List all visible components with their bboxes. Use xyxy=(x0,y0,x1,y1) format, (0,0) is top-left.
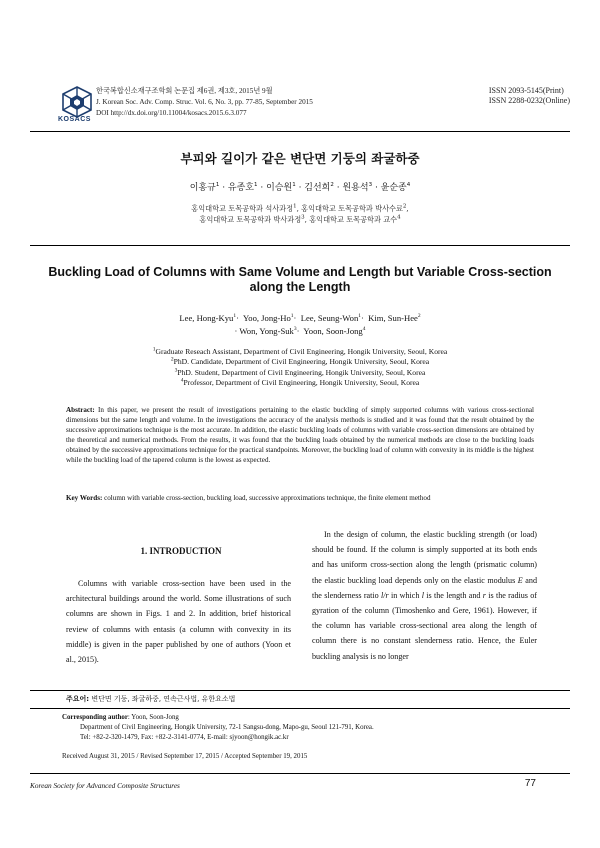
kr-author-name: 원용석 xyxy=(342,183,369,193)
abstract xyxy=(66,405,534,466)
corr-label: Corresponding author xyxy=(62,714,128,721)
en-aff-sup: 2 xyxy=(170,356,174,363)
kr-author-name: 윤순종 xyxy=(380,183,407,193)
right-text: is the length and xyxy=(423,590,483,600)
en-author-sup: 4 xyxy=(362,325,366,332)
kr-author-sup: 3 xyxy=(368,182,373,188)
section-title: 1. INTRODUCTION xyxy=(140,546,222,556)
en-aff-sup: 3 xyxy=(174,367,178,374)
kr-author-name: 이승원 xyxy=(266,183,293,193)
en-author-sup: 1 xyxy=(290,313,294,320)
kr-keywords-text: 변단면 기둥, 좌굴하중, 연속근사법, 유한요소법 xyxy=(89,695,236,703)
left-column-paragraph: Columns with variable cross-section have been used in the architectural buildings around the world. Some illustrations of such columns are shown in Figs. 1 and 2. In addition, brief historical review of columns with entasis (a column with convexity in its middle) is given in the paper published by one of authors (Yoon et al., 2015). xyxy=(66,579,291,665)
korean-authors: 이홍규$^1$ · 유종호$^1$ · 이승원$^1$ · 김선희$^2$ · 원용석$^3$ · 윤순종$^4$ xyxy=(189,182,411,193)
en-aff-sup: 1 xyxy=(152,346,156,353)
corr-address: Department of Civil Engineering, Hongik University, 72-1 Sangsu-dong, Mapo-gu, Seoul 121-791, Korea. xyxy=(80,724,374,731)
right-text: is the radius of gyration of the column (Timoshenko and Gere, 1961). However, if the column has variable cross-sectional area along the length of column there is no constant slenderness ratio. Hence, the Euler buckling analysis is no longer xyxy=(312,590,538,661)
kr-author-sup: 1 xyxy=(215,182,220,188)
en-aff-item xyxy=(40,368,560,378)
symbol-slenderness: l/r xyxy=(381,590,389,600)
en-author-sup: 3 xyxy=(293,325,297,332)
en-author-name: Won, Yong-Suk xyxy=(239,325,294,336)
kr-aff-line-2 xyxy=(0,214,600,225)
en-aff-sup: 4 xyxy=(180,377,184,384)
kr-aff-text: , 홍익대학교 토목공학과 교수 xyxy=(304,215,398,224)
en-author-name: Kim, Sun-Hee xyxy=(368,313,418,323)
header-rule xyxy=(30,131,570,132)
english-affiliations xyxy=(40,347,560,389)
corr-name: : Yoon, Soon-Jong xyxy=(127,714,179,721)
corresponding-author xyxy=(62,713,374,743)
en-author-sup: 1 xyxy=(233,313,237,320)
right-text: in which xyxy=(388,590,422,600)
title-rule xyxy=(30,245,570,246)
doi-link[interactable]: DOI http://dx.doi.org/10.11004/kosacs.2015.6.3.077 xyxy=(96,109,247,117)
page-number: 77 xyxy=(524,778,536,789)
issn-print: ISSN 2093-5145(Print) xyxy=(488,86,564,95)
footer-society: Korean Society for Advanced Composite Structures xyxy=(30,781,180,790)
english-authors xyxy=(40,312,560,337)
kr-aff-text: 홍익대학교 토목공학과 석사과정 xyxy=(191,204,294,213)
korean-title: 부피와 길이가 같은 변단면 기둥의 좌굴하중 xyxy=(180,151,420,166)
en-author-sup: 2 xyxy=(417,313,421,320)
kr-author-sup: 1 xyxy=(254,182,258,188)
journal-name-english: J. Korean Soc. Adv. Comp. Struc. Vol. 6, No. 3, pp. 77-85, September 2015 xyxy=(96,98,313,106)
abstract-label: Abstract: xyxy=(66,406,95,414)
en-author-name: Yoo, Jong-Ho xyxy=(242,313,291,323)
kr-aff-sup: 3 xyxy=(301,214,305,221)
en-authors-line-1: Lee, Hong-Kyu$^1$· Yoo, Jong-$Ho^1\cdot$ Lee, Seung-Won$^1$· Kim, Sun-Hee$^2$ xyxy=(179,313,421,323)
right-column-paragraph xyxy=(312,527,537,664)
journal-header xyxy=(96,86,313,119)
corr-contact: Tel: +82-2-320-1479, Fax: +82-2-3141-0774, E-mail: sjyoon@hongik.ac.kr xyxy=(80,734,289,741)
en-aff-text: PhD. Candidate, Department of Civil Engineering, Hongik University, Seoul, Korea xyxy=(173,357,430,367)
en-author-name: Yoon, Soon-Jong xyxy=(303,325,363,336)
en-authors-line-2: · Won, Yong-Suk$^3$· Yoon, Soon-Jong$^4$ xyxy=(234,325,366,336)
issn-online: ISSN 2288-0232(Online) xyxy=(488,95,570,105)
kr-author-sup: 4 xyxy=(406,182,411,188)
journal-name-korean: 한국복합신소재구조학회 논문집 제6권, 제3호, 2015년 9월 xyxy=(96,87,273,95)
kr-aff-sup: 4 xyxy=(397,214,401,221)
kr-author-sup: 1 xyxy=(292,182,296,188)
keywords xyxy=(66,493,534,503)
kr-aff-text: , xyxy=(406,204,409,213)
corr-name-line xyxy=(62,713,374,723)
footnote-rule xyxy=(30,708,570,709)
english-title: Buckling Load of Columns with Same Volume and Length but Variable Cross-section along the Length xyxy=(48,265,552,294)
en-aff-item xyxy=(40,357,560,367)
kr-aff-text: , 홍익대학교 토목공학과 박사수료 xyxy=(296,204,403,213)
symbol-l: l xyxy=(421,590,424,600)
right-text: In the design of column, the elastic buckling strength (or load) should be found. If the column is simply supported at its both ends and has uniform cross-section along the length (prismatic column) the elastic buckling load depends only on the elastic modulus xyxy=(312,530,537,585)
en-aff-text: Professor, Department of Civil Engineering, Hongik University, Seoul, Korea xyxy=(183,378,420,388)
en-aff-item xyxy=(40,347,560,357)
en-author-name: Lee, Seung-Won xyxy=(300,313,359,323)
korean-keywords xyxy=(66,694,235,704)
kr-aff-text: 홍익대학교 토목공학과 박사과정 xyxy=(199,215,302,224)
kr-author-name: 유종호 xyxy=(227,183,255,193)
footer-rule xyxy=(30,773,570,774)
en-author-sup: 1 xyxy=(358,313,361,320)
kr-aff-line-1 xyxy=(0,203,600,214)
kr-author-name: 김선희 xyxy=(304,183,331,193)
symbol-e: E xyxy=(517,575,523,585)
kr-author-name: 이홍규 xyxy=(189,183,216,193)
en-aff-text: Graduate Reseach Assistant, Department of Civil Engineering, Hongik University, Seoul, Korea xyxy=(155,347,448,356)
abstract-text: In this paper, we present the result of investigations pertaining to the elastic buckling of simply supported columns with various cross-sectional dimensions but the same length and volume. In the investigations the accuracy of the analysis methods is studied and it was found that the result obtained by the successive approximations technique is the most accurate. In addition, the elastic buckling loads of columns with variable cross-section dimensions are obtained by the theoretical and numerical methods. From the results, it was found that the buckling loads obtained by the numerical methods are close to the buckling loads obtained by the successive approximations technique for the practical standpoints. Moreover, the buckling load of column with convexity in its middle is the highest while the buckling load of the tapered column is the lowest as expected. xyxy=(66,406,534,465)
kr-keywords-label: 주요어: xyxy=(66,695,90,703)
issn-block xyxy=(489,86,570,105)
en-aff-item xyxy=(40,378,560,388)
korean-affiliations xyxy=(0,203,600,225)
kr-author-sup: 2 xyxy=(330,182,334,188)
keywords-label: Key Words: xyxy=(66,494,103,502)
kr-aff-sup: 1 xyxy=(293,203,297,210)
footnote-rule-top xyxy=(30,690,570,691)
kosacs-logo-icon xyxy=(60,86,94,118)
en-author-name: Lee, Hong-Kyu xyxy=(179,313,234,323)
right-text: and the slenderness ratio xyxy=(312,575,537,600)
received-dates: Received August 31, 2015 / Revised September 17, 2015 / Accepted September 19, 2015 xyxy=(62,753,308,760)
symbol-r: r xyxy=(482,590,486,600)
en-aff-text: PhD. Student, Department of Civil Engineering, Hongik University, Seoul, Korea xyxy=(177,367,426,377)
logo-text: KOSACS xyxy=(58,116,91,123)
keywords-text: column with variable cross-section, buckling load, successive approximations technique, the finite element method xyxy=(102,494,431,502)
kr-aff-sup: 2 xyxy=(402,203,407,210)
